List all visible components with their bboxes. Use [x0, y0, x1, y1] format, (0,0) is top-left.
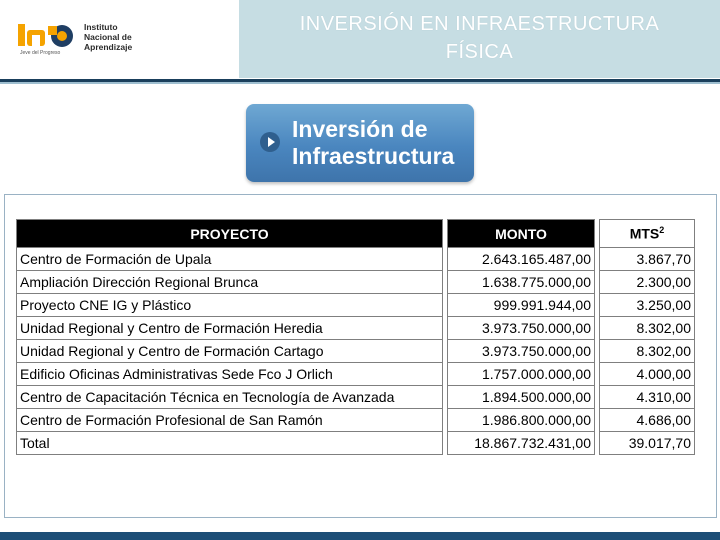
- amount-cell: 999.991.944,00: [448, 294, 595, 317]
- header-area-sup: 2: [659, 225, 665, 236]
- total-area: 39.017,70: [600, 432, 695, 455]
- badge-label-line1: Inversión de: [292, 116, 428, 142]
- header-divider-light: [0, 82, 720, 84]
- title-banner: [239, 0, 720, 78]
- header-amount: MONTO: [448, 220, 595, 248]
- header-area: [600, 220, 695, 248]
- logo-name: [84, 22, 132, 52]
- ina-logo-icon: [18, 22, 78, 48]
- project-cell: Unidad Regional y Centro de Formación Heredia: [17, 317, 443, 340]
- area-cell: 4.686,00: [600, 409, 695, 432]
- area-cell: 4.310,00: [600, 386, 695, 409]
- table-row: [17, 317, 695, 340]
- logo-name-line: Nacional de: [84, 32, 132, 42]
- area-cell: 3.250,00: [600, 294, 695, 317]
- logo-tagline: Jeve del Progreso: [20, 50, 61, 56]
- table-row: [17, 409, 695, 432]
- slide-title: [239, 10, 720, 66]
- slide-header: [0, 0, 720, 80]
- total-row: [17, 432, 695, 455]
- table-row: [17, 386, 695, 409]
- project-cell: Centro de Capacitación Técnica en Tecnología de Avanzada: [17, 386, 443, 409]
- table-row: [17, 294, 695, 317]
- area-cell: 8.302,00: [600, 317, 695, 340]
- area-cell: 3.867,70: [600, 248, 695, 271]
- table-row: [17, 363, 695, 386]
- area-cell: 8.302,00: [600, 340, 695, 363]
- slide-title-line1: INVERSIÓN EN INFRAESTRUCTURA: [299, 13, 660, 35]
- amount-cell: 3.973.750.000,00: [448, 317, 595, 340]
- footer-bar: [0, 532, 720, 540]
- logo-name-line: Aprendizaje: [84, 42, 133, 52]
- play-icon: [260, 132, 280, 152]
- project-cell: Centro de Formación de Upala: [17, 248, 443, 271]
- table-row: [17, 340, 695, 363]
- area-cell: 2.300,00: [600, 271, 695, 294]
- amount-cell: 1.757.000.000,00: [448, 363, 595, 386]
- investment-table: [16, 219, 695, 455]
- header-area-label: MTS: [629, 225, 660, 242]
- total-label: Total: [17, 432, 443, 455]
- logo-name-line: Instituto: [84, 22, 118, 32]
- amount-cell: 2.643.165.487,00: [448, 248, 595, 271]
- badge-label: [292, 116, 468, 170]
- amount-cell: 1.894.500.000,00: [448, 386, 595, 409]
- header-project: PROYECTO: [17, 220, 443, 248]
- project-cell: Unidad Regional y Centro de Formación Cartago: [17, 340, 443, 363]
- project-cell: Centro de Formación Profesional de San Ramón: [17, 409, 443, 432]
- table-header-row: [17, 220, 695, 248]
- slide-title-line2: FÍSICA: [445, 41, 514, 63]
- project-cell: Proyecto CNE IG y Plástico: [17, 294, 443, 317]
- content-panel: [4, 194, 717, 518]
- logo-area: [0, 0, 237, 78]
- amount-cell: 3.973.750.000,00: [448, 340, 595, 363]
- project-cell: Edificio Oficinas Administrativas Sede Fco J Orlich: [17, 363, 443, 386]
- table-row: [17, 248, 695, 271]
- amount-cell: 1.986.800.000,00: [448, 409, 595, 432]
- amount-cell: 1.638.775.000,00: [448, 271, 595, 294]
- section-badge: [246, 104, 474, 182]
- project-cell: Ampliación Dirección Regional Brunca: [17, 271, 443, 294]
- badge-label-line2: Infraestructura: [292, 143, 455, 169]
- area-cell: 4.000,00: [600, 363, 695, 386]
- table-row: [17, 271, 695, 294]
- total-amount: 18.867.732.431,00: [448, 432, 595, 455]
